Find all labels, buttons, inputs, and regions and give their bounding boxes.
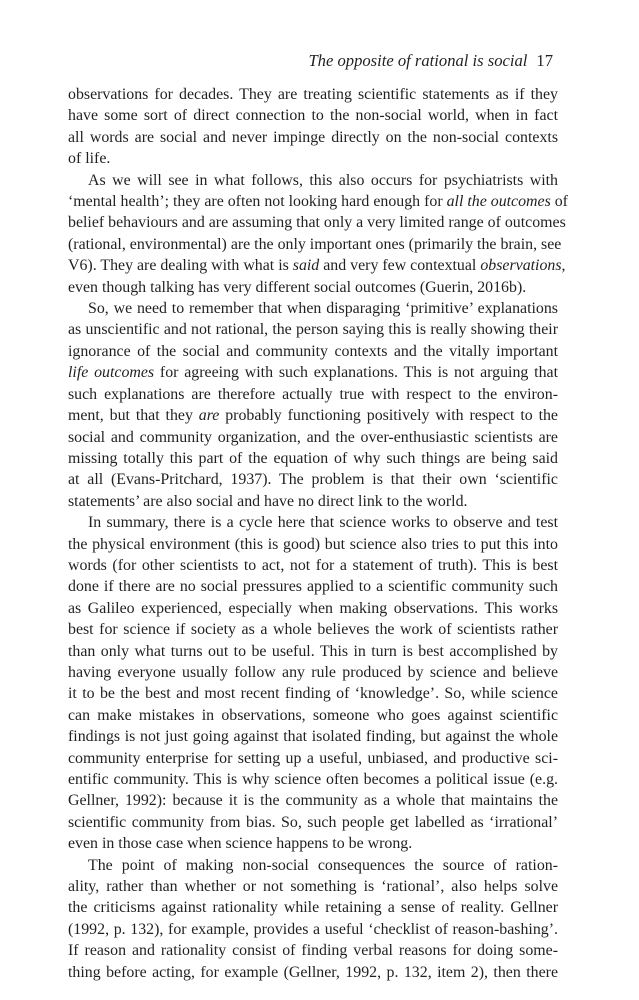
text-run: V6). They are dealing with what is: [68, 257, 293, 275]
text-run: thing before acting, for example (Gellner, 1992, p. 132, item 2), then there: [68, 963, 558, 981]
text-run: Gellner, 1992): because it is the community as a whole that maintains the: [68, 792, 558, 810]
text-run: done if there are no social pressures applied to a scientific community such: [68, 578, 558, 596]
paragraph: [68, 170, 568, 298]
text-line: [68, 191, 568, 212]
text-line: [68, 127, 558, 148]
text-line: [68, 790, 558, 811]
text-run: missing totally this part of the equation of why such things are being said: [68, 449, 558, 467]
text-run: observations for decades. They are treating scientific statements as if they: [68, 86, 558, 103]
text-line: [68, 298, 558, 319]
text-line: [68, 212, 566, 233]
text-run: such explanations are therefore actually true with respect to the environ-: [68, 385, 558, 403]
text-line: [68, 748, 558, 769]
text-run: of life.: [68, 150, 111, 168]
text-line: [68, 362, 558, 383]
text-run: having everyone usually follow any rule produced by science and believe: [68, 663, 558, 681]
text-run: than only what turns out to be useful. This in turn is best accomplished by: [68, 642, 558, 660]
text-line: [68, 962, 558, 983]
text-run: probably functioning positively with respect to the: [219, 407, 558, 425]
text-run: (rational, environmental) are the only important ones (primarily the brain, see: [68, 235, 562, 253]
text-run: at all (Evans-Pritchard, 1937). The problem is that their own ‘scientific: [68, 471, 558, 489]
text-line: [68, 84, 558, 105]
text-line: [68, 427, 558, 448]
text-run: as Galileo experienced, especially when making observations. This works: [68, 599, 558, 617]
paragraph: [68, 855, 558, 983]
text-line: [68, 170, 558, 191]
text-line: [68, 534, 558, 555]
text-run: best for science if society as a whole believes the work of scientists rather: [68, 621, 558, 639]
text-line: [68, 255, 566, 276]
paragraph: [68, 84, 558, 170]
text-run: it to be the best and most recent finding of ‘knowledge’. So, while science: [68, 685, 558, 703]
text-line: [68, 769, 558, 790]
text-line: [68, 512, 558, 533]
paragraph: [68, 512, 558, 855]
text-line: [68, 384, 558, 405]
text-line: [68, 277, 558, 298]
text-run: for agreeing with such explanations. This is not arguing that: [154, 364, 558, 382]
text-line: [68, 105, 558, 126]
text-line: [68, 876, 558, 897]
italic-text: all the outcomes: [446, 193, 551, 211]
text-run: As we will see in what follows, this also occurs for psychiatrists with: [88, 171, 558, 189]
text-line: [68, 705, 558, 726]
page-number: 17: [536, 51, 553, 70]
text-line: [68, 619, 558, 640]
text-line: [68, 833, 558, 854]
text-line: [68, 812, 558, 833]
text-run: In summary, there is a cycle here that science works to observe and test: [88, 514, 558, 532]
italic-text: observations: [480, 257, 562, 275]
text-run: So, we need to remember that when disparaging ‘primitive’ explanations: [88, 300, 558, 318]
text-line: [68, 234, 562, 255]
text-run: all words are social and never impinge directly on the non-social contexts: [68, 128, 558, 146]
italic-text: life outcomes: [68, 364, 155, 382]
text-run: entific community. This is why science often becomes a political issue (e.g.: [68, 771, 558, 788]
text-run: belief behaviours and are assuming that only a very limited range of outcomes: [68, 214, 566, 232]
text-line: [68, 405, 558, 426]
paragraph: [68, 298, 558, 512]
text-run: of: [550, 193, 568, 211]
italic-text: are: [198, 407, 220, 425]
text-run: The point of making non-social consequences the source of ration-: [88, 856, 558, 874]
text-run: scientific community from bias. So, such people get labelled as ‘irrational’: [68, 813, 558, 831]
text-line: [68, 641, 558, 662]
text-run: the criticisms against rationality while retaining a sense of reality. Gellner: [68, 899, 558, 917]
text-run: If reason and rationality consist of finding verbal reasons for doing some-: [68, 942, 558, 960]
running-head: [308, 50, 553, 72]
text-run: community enterprise for setting up a useful, unbiased, and productive sci-: [68, 749, 558, 767]
text-run: statements’ are also social and have no direct link to the world.: [68, 492, 468, 510]
text-line: [68, 726, 558, 747]
text-run: as unscientific and not rational, the person saying this is really showing their: [68, 321, 558, 339]
text-line: [68, 940, 558, 961]
text-run: words (for other scientists to act, not for a statement of truth). This is best: [68, 556, 558, 574]
text-run: can make mistakes in observations, someone who goes against scientific: [68, 706, 558, 724]
text-run: (1992, p. 132), for example, provides a useful ‘checklist of reason-bashing’.: [68, 920, 558, 938]
text-line: [68, 576, 558, 597]
text-line: [68, 598, 558, 619]
body-text: [68, 84, 568, 983]
text-line: [68, 469, 558, 490]
text-run: even though talking has very different social outcomes (Guerin, 2016b).: [68, 278, 527, 296]
text-line: [68, 491, 558, 512]
running-head-title: The opposite of rational is social: [308, 51, 528, 70]
text-line: [68, 341, 558, 362]
text-line: [68, 448, 558, 469]
text-run: ment, but that they: [68, 407, 199, 425]
text-run: have some sort of direct connection to the non-social world, when in fact: [68, 107, 558, 125]
text-run: social and community organization, and the over-enthusiastic scientists are: [68, 428, 558, 446]
text-run: the physical environment (this is good) but science also tries to put this into: [68, 535, 558, 553]
text-run: even in those case when science happens to be wrong.: [68, 835, 413, 853]
text-run: ‘mental health’; they are often not looking hard enough for: [68, 193, 447, 211]
text-run: ,: [561, 257, 566, 275]
text-line: [68, 855, 558, 876]
text-line: [68, 897, 558, 918]
text-line: [68, 555, 558, 576]
text-line: [68, 319, 558, 340]
text-line: [68, 148, 558, 169]
text-run: and very few contextual: [319, 257, 481, 275]
text-run: findings is not just going against that isolated finding, but against the whole: [68, 728, 558, 746]
italic-text: said: [292, 257, 320, 275]
text-line: [68, 683, 558, 704]
text-run: ality, rather than whether or not something is ‘rational’, also helps solve: [68, 878, 558, 896]
text-line: [68, 662, 558, 683]
text-run: ignorance of the social and community contexts and the vitally important: [68, 342, 558, 360]
text-line: [68, 919, 558, 940]
